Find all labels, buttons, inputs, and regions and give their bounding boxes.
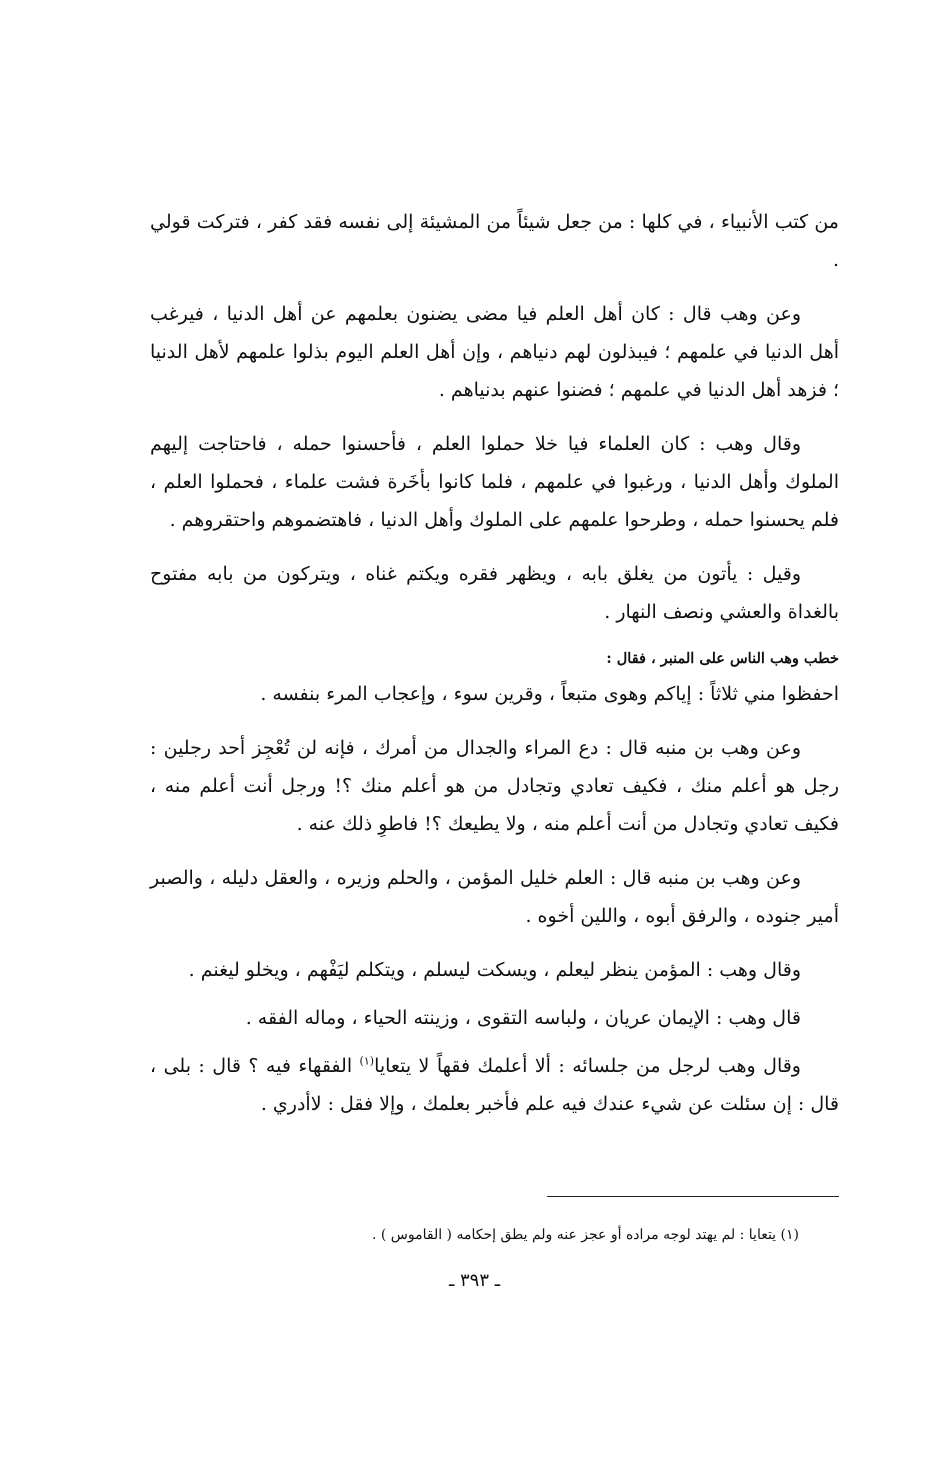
paragraph-iman: قال وهب : الإيمان عريان ، ولباسه التقوى ، وزينته الحياء ، وماله الفقه . [245, 1007, 801, 1029]
sermon-text: احفظوا مني ثلاثاً : إياكم وهوى متبعاً ، وقرين سوء ، وإعجاب المرء بنفسه . [260, 683, 839, 705]
paragraph-wahb-ulama: وقال وهب : كان العلماء فيا خلا حملوا العلم ، فأحسنوا حمله ، فاحتاجت إليهم الملوك وأهل الدنيا ، ورغبوا في علمهم ، فلما كانوا بأخَرة فشت علماء ، فحملوا العلم ، فلم يحسنوا حمله ، وطرحوا علمهم على الملوك وأهل الدنيا ، فاهتضموهم واحتقروهم . [150, 433, 839, 531]
footnote: (١) يتعايا : لم يهتد لوجه مراده أو عجز عنه ولم يطق إحكامه ( القاموس ) . [371, 1227, 799, 1243]
paragraph-la-adri [150, 1047, 839, 1123]
paragraph-ilm-khalil: وعن وهب بن منبه قال : العلم خليل المؤمن ، والحلم وزيره ، والعقل دليله ، والصبر أمير جنوده ، والرفق أبوه ، واللين أخوه . [150, 867, 839, 927]
paragraph-qila: وقيل : يأتون من يغلق بابه ، ويظهر فقره ويكتم غناه ، ويتركون من بابه مفتوح بالغداة والعشي ونصف النهار . [150, 563, 839, 623]
page-body [150, 203, 839, 1139]
paragraph-wahb-ahl-alilm: وعن وهب قال : كان أهل العلم فيا مضى يضنون بعلمهم عن أهل الدنيا ، فيرغب أهل الدنيا في علمهم ؛ فيبذلون لهم دنياهم ، وإن أهل العلم اليوم بذلوا علمهم لأهل الدنيا ؛ فزهد أهل الدنيا في علمهم ؛ فضنوا عنهم بدنياهم . [150, 303, 839, 401]
paragraph-continuation: من كتب الأنبياء ، في كلها : من جعل شيئاً من المشيئة إلى نفسه فقد كفر ، فتركت قولي . [150, 211, 839, 271]
paragraph-mira-jidal: وعن وهب بن منبه قال : دع المراء والجدال من أمرك ، فإنه لن تُعْجِز أحد رجلين : رجل هو أعلم منك ، فكيف تعادي وتجادل من هو أعلم منك ؟! ورجل أنت أعلم منه ، فكيف تعادي وتجادل من أنت أعلم منه ، ولا يطيعك ؟! فاطوِ ذلك عنه . [150, 737, 839, 835]
paragraph-mumin: وقال وهب : المؤمن ينظر ليعلم ، ويسكت ليسلم ، ويتكلم ليَفْهم ، ويخلو ليغنم . [188, 959, 801, 981]
footnote-marker: (١) [359, 1054, 375, 1068]
footnote-divider [547, 1196, 839, 1197]
paragraph-la-adri-after: الفقهاء فيه ؟ قال : بلى ، قال : إن سئلت عن شيء عندك فيه علم فأخبر بعلمك ، وإلا فقل : لاأدري . [150, 1055, 839, 1115]
paragraph-la-adri-before: وقال وهب لرجل من جلسائه : ألا أعلمك فقهاً لا يتعايا [374, 1055, 801, 1077]
sermon-heading: خطب وهب الناس على المنبر ، فقال : [606, 650, 839, 667]
page-number: ـ ٣٩٣ ـ [448, 1270, 500, 1291]
